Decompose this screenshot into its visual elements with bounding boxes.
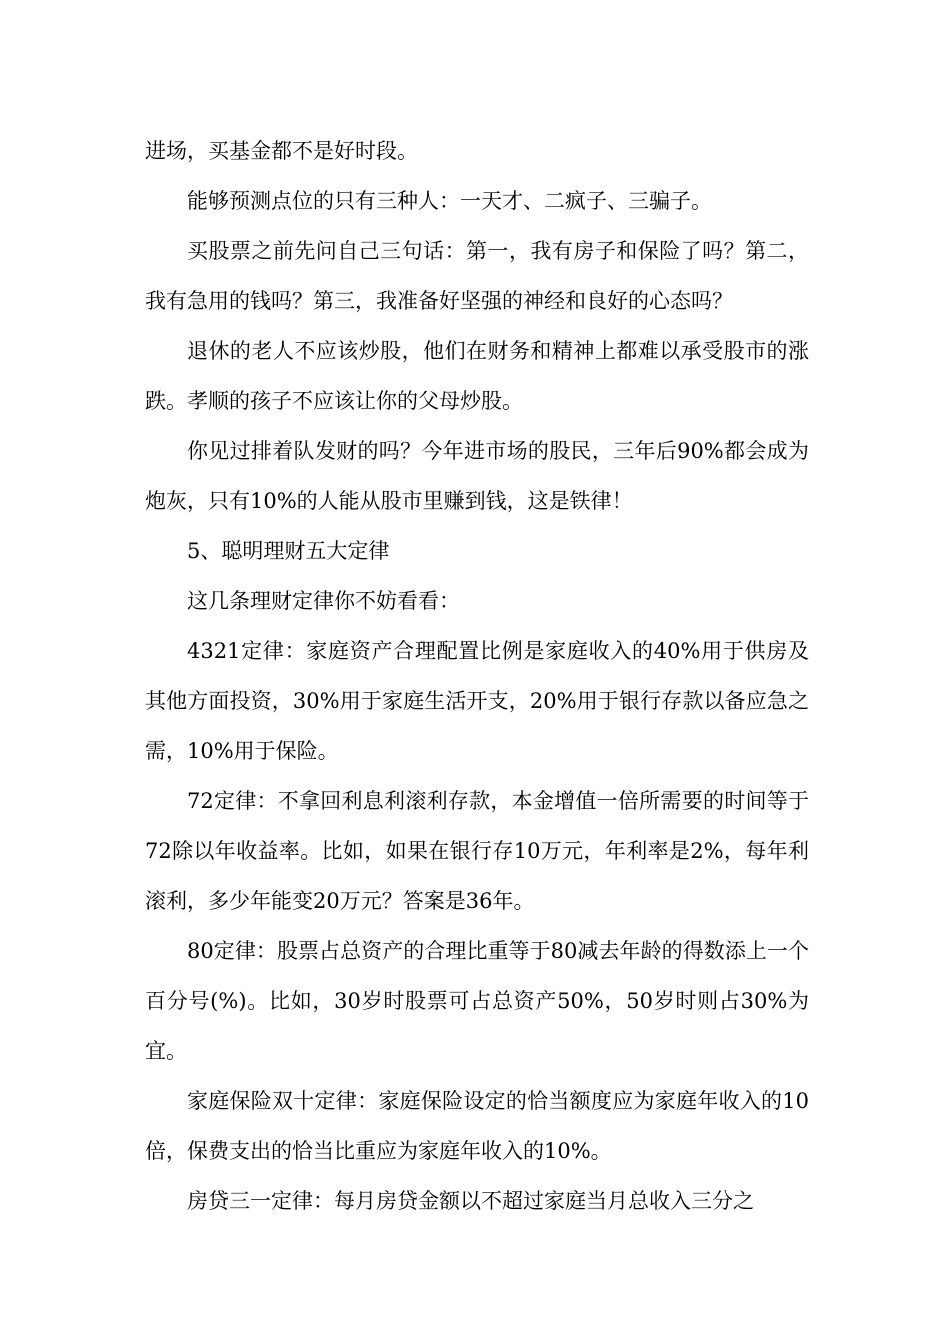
paragraph-continuation: 进场，买基金都不是好时段。: [145, 139, 418, 163]
paragraph-queue-for-wealth: 你见过排着队发财的吗？今年进市场的股民，三年后90%都会成为炮灰，只有10%的人能从股市里赚到钱，这是铁律！: [145, 439, 809, 513]
section-heading: 5、聪明理财五大定律: [187, 539, 390, 563]
paragraph-three-questions: 买股票之前先问自己三句话：第一，我有房子和保险了吗？第二，我有急用的钱吗？第三，我准备好坚强的神经和良好的心态吗？: [145, 239, 809, 313]
paragraph-rule-insurance: 家庭保险双十定律：家庭保险设定的恰当额度应为家庭年收入的10倍，保费支出的恰当比重应为家庭年收入的10%。: [145, 1089, 809, 1163]
paragraph-rule-80: 80定律：股票占总资产的合理比重等于80减去年龄的得数添上一个百分号(%)。比如，30岁时股票可占总资产50%，50岁时则占30%为宜。: [145, 939, 809, 1063]
paragraph-rule-72: 72定律：不拿回利息利滚利存款，本金增值一倍所需要的时间等于72除以年收益率。比如，如果在银行存10万元，年利率是2%，每年利滚利，多少年能变20万元？答案是36年。: [145, 789, 809, 913]
paragraph-rule-4321: 4321定律：家庭资产合理配置比例是家庭收入的40%用于供房及其他方面投资，30%用于家庭生活开支，20%用于银行存款以备应急之需，10%用于保险。: [145, 639, 809, 763]
document-body: [145, 126, 809, 1226]
paragraph-prediction: 能够预测点位的只有三种人：一天才、二疯子、三骗子。: [187, 189, 712, 213]
paragraph-intro: 这几条理财定律你不妨看看：: [187, 589, 460, 613]
paragraph-retired-elderly: 退休的老人不应该炒股，他们在财务和精神上都难以承受股市的涨跌。孝顺的孩子不应该让你的父母炒股。: [145, 339, 809, 413]
paragraph-rule-mortgage: 房贷三一定律：每月房贷金额以不超过家庭当月总收入三分之: [187, 1189, 754, 1213]
